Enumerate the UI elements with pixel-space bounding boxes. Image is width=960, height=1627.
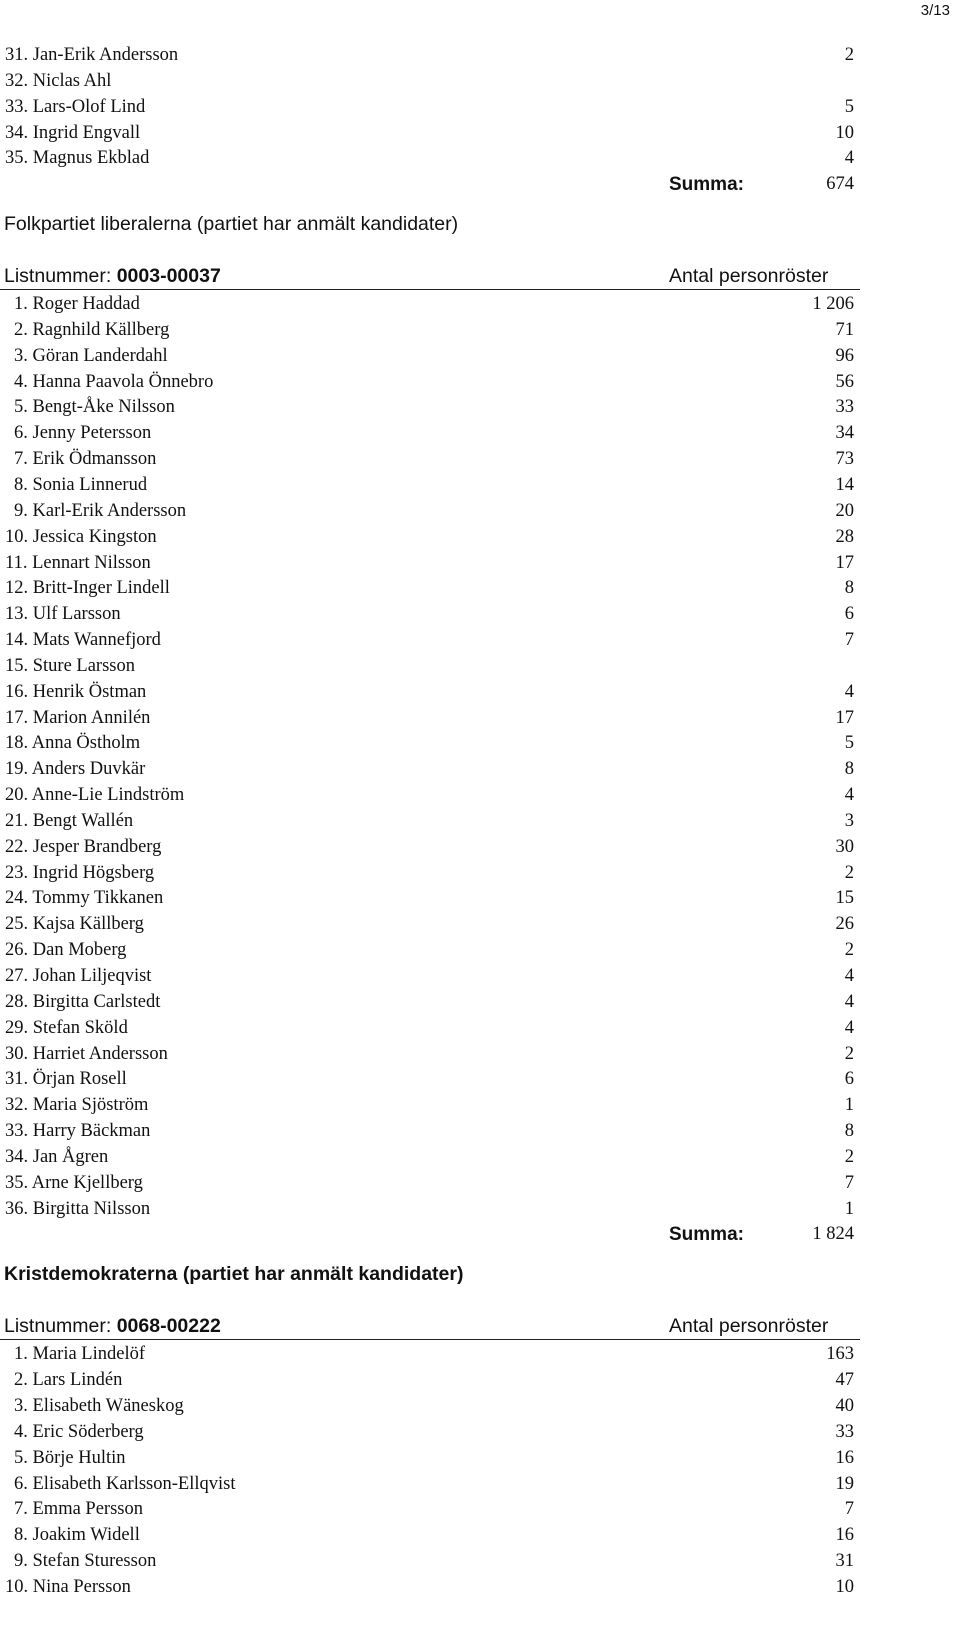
candidate-votes: 7: [844, 1499, 854, 1520]
candidate-row: [0, 654, 860, 680]
candidate-row: [0, 783, 860, 809]
candidate-number: 34.: [5, 122, 29, 143]
candidate-row: [0, 1042, 860, 1068]
candidate-number: 23.: [5, 862, 29, 883]
candidate-name: [5, 525, 157, 551]
candidate-votes: 2: [844, 45, 854, 65]
candidate-name-text: Sture Larsson: [32, 655, 135, 676]
candidate-votes: 16: [835, 1447, 854, 1468]
candidate-name-text: Ingrid Högsberg: [32, 862, 155, 883]
candidate-number: 34.: [5, 1146, 29, 1167]
candidate-votes: 5: [844, 733, 854, 754]
candidate-name: [14, 1394, 184, 1420]
candidate-row: [0, 292, 860, 318]
candidate-number: 7.: [14, 449, 28, 470]
candidate-name: [5, 1575, 131, 1601]
candidate-name-text: Börje Hultin: [32, 1447, 126, 1468]
candidate-name-text: Johan Liljeqvist: [32, 966, 152, 986]
candidate-row: [0, 912, 860, 938]
candidate-row: [0, 1197, 860, 1223]
candidate-number: 9.: [14, 500, 28, 521]
candidate-row: [0, 318, 860, 344]
candidate-name: [14, 421, 151, 447]
candidate-row: [0, 1497, 860, 1523]
candidate-number: 7.: [14, 1499, 28, 1520]
candidate-number: 15.: [5, 655, 29, 676]
candidate-name-text: Mats Wannefjord: [32, 630, 161, 651]
candidate-votes: 73: [835, 449, 854, 470]
candidate-name-text: Elisabeth Wäneskog: [32, 1395, 184, 1416]
candidate-number: 29.: [5, 1017, 29, 1038]
candidate-name: [5, 938, 126, 964]
candidate-name: [5, 809, 133, 835]
candidate-row: [0, 344, 860, 370]
candidate-row: [0, 1067, 860, 1093]
candidate-row: [0, 1119, 860, 1145]
candidate-name-text: Lars-Olof Lind: [32, 96, 146, 117]
candidate-name-text: Bengt-Åke Nilsson: [32, 397, 175, 418]
candidate-votes: 163: [826, 1344, 854, 1365]
candidate-row: [0, 1368, 860, 1394]
candidate-name: [14, 1342, 145, 1368]
candidate-name-text: Kajsa Källberg: [32, 914, 144, 935]
candidate-votes: 2: [844, 1146, 854, 1167]
candidate-number: 31.: [5, 45, 29, 65]
candidate-row: [0, 121, 860, 147]
candidate-name-text: Stefan Sturesson: [32, 1551, 157, 1572]
candidate-name-text: Magnus Ekblad: [32, 148, 150, 169]
candidate-name: [5, 886, 163, 912]
candidate-row: [0, 395, 860, 421]
candidate-name: [5, 1016, 128, 1042]
candidate-votes: 17: [835, 707, 854, 728]
candidate-name-text: Jenny Petersson: [32, 423, 152, 444]
candidate-name-text: Niclas Ahl: [32, 70, 112, 91]
candidate-votes: 33: [835, 1421, 854, 1442]
candidate-row: [0, 1549, 860, 1575]
candidate-row: [0, 1016, 860, 1042]
candidate-name: [5, 146, 149, 172]
candidate-votes: 47: [835, 1370, 854, 1391]
candidate-number: 36.: [5, 1198, 29, 1219]
candidate-row: [0, 990, 860, 1016]
candidate-name: [14, 473, 147, 499]
candidate-name-text: Jan-Erik Andersson: [32, 45, 179, 65]
candidate-name: [14, 1472, 235, 1498]
candidate-number: 32.: [5, 70, 29, 91]
candidate-name-text: Henrik Östman: [32, 681, 147, 702]
candidate-number: 4.: [14, 1421, 28, 1442]
candidate-number: 16.: [5, 681, 29, 702]
candidate-votes: 2: [844, 940, 854, 961]
candidate-row: [0, 146, 860, 172]
candidate-name-text: Elisabeth Karlsson-Ellqvist: [32, 1473, 236, 1494]
candidate-row: [0, 757, 860, 783]
candidate-votes: 96: [835, 345, 854, 366]
candidate-votes: 56: [835, 371, 854, 392]
candidate-name: [5, 1042, 168, 1068]
candidate-name-text: Sonia Linnerud: [32, 474, 148, 495]
candidate-name-text: Hanna Paavola Önnebro: [32, 371, 214, 392]
candidate-name-text: Birgitta Nilsson: [32, 1198, 151, 1219]
candidate-row: [0, 964, 860, 990]
candidate-number: 33.: [5, 1121, 29, 1142]
candidate-number: 19.: [5, 759, 29, 780]
party-title: Folkpartiet liberalerna (partiet har anmält kandidater): [4, 213, 459, 236]
candidate-number: 8.: [14, 474, 28, 495]
candidate-name-text: Emma Persson: [32, 1499, 143, 1520]
candidate-name: [14, 292, 140, 318]
candidate-name-text: Lars Lindén: [32, 1370, 123, 1391]
candidate-number: 9.: [14, 1551, 28, 1572]
candidate-row: [0, 731, 860, 757]
candidate-number: 21.: [5, 810, 29, 831]
candidate-votes: 3: [844, 810, 854, 831]
candidate-number: 28.: [5, 991, 29, 1012]
candidate-number: 22.: [5, 836, 29, 857]
candidate-name: [5, 576, 170, 602]
candidate-number: 5.: [14, 1447, 28, 1468]
votes-header: Antal personröster: [669, 265, 829, 288]
candidate-votes: 4: [844, 1017, 854, 1038]
candidate-row: [0, 1446, 860, 1472]
candidate-row: [0, 447, 860, 473]
candidate-row: [0, 1145, 860, 1171]
candidate-number: 2.: [14, 1370, 28, 1391]
candidate-name-text: Joakim Widell: [32, 1525, 140, 1546]
list-number: 0003-00037: [116, 265, 221, 288]
list-number-label: [4, 263, 221, 289]
candidate-row: [0, 809, 860, 835]
candidate-number: 13.: [5, 604, 29, 625]
candidate-name-text: Maria Lindelöf: [32, 1344, 145, 1365]
candidate-row: [0, 938, 860, 964]
candidate-number: 30.: [5, 1043, 29, 1064]
candidate-votes: 5: [844, 96, 854, 117]
candidate-name-text: Eric Söderberg: [32, 1421, 144, 1442]
candidate-votes: 16: [835, 1525, 854, 1546]
candidate-votes: 1: [844, 1198, 854, 1219]
candidate-name: [5, 69, 111, 95]
candidate-name-text: Nina Persson: [32, 1576, 131, 1597]
candidate-number: 31.: [5, 1069, 29, 1090]
candidate-name: [5, 654, 135, 680]
candidate-row: [0, 1575, 860, 1601]
candidate-name: [5, 912, 144, 938]
candidate-name: [14, 395, 175, 421]
candidate-row: [0, 576, 860, 602]
candidate-row: [0, 835, 860, 861]
candidate-name-text: Britt-Inger Lindell: [32, 578, 170, 599]
candidate-number: 3.: [14, 1395, 28, 1416]
candidate-name: [5, 551, 151, 577]
candidate-row: [0, 370, 860, 396]
candidate-votes: 20: [835, 500, 854, 521]
candidate-number: 17.: [5, 707, 29, 728]
candidate-number: 35.: [5, 1172, 29, 1193]
candidate-name: [14, 1420, 144, 1446]
candidate-number: 10.: [5, 526, 29, 547]
candidate-name: [14, 1497, 143, 1523]
candidate-name-text: Göran Landerdahl: [32, 345, 168, 366]
candidate-name-text: Harriet Andersson: [32, 1043, 168, 1064]
candidate-name-text: Anne-Lie Lindström: [31, 785, 185, 806]
candidate-row: [0, 602, 860, 628]
candidate-votes: 10: [835, 1576, 854, 1597]
candidate-name-text: Roger Haddad: [32, 294, 140, 315]
candidate-name: [5, 706, 150, 732]
candidate-votes: 8: [844, 1121, 854, 1142]
candidate-name-text: Birgitta Carlstedt: [32, 991, 161, 1012]
candidate-votes: 15: [835, 888, 854, 909]
candidate-name: [14, 1523, 140, 1549]
page-number: 3/13: [920, 2, 950, 19]
candidate-name: [5, 680, 146, 706]
candidate-row: [0, 1171, 860, 1197]
candidate-name-text: Stefan Sköld: [32, 1017, 128, 1038]
candidate-name-text: Anders Duvkär: [31, 759, 146, 780]
candidate-votes: 26: [835, 914, 854, 935]
sum-label: Summa:: [669, 174, 744, 196]
candidate-number: 24.: [5, 888, 29, 909]
candidate-number: 11.: [5, 552, 28, 573]
candidate-name-text: Maria Sjöström: [32, 1095, 149, 1116]
candidate-votes: 14: [835, 474, 854, 495]
candidate-number: 6.: [14, 1473, 28, 1494]
candidate-name: [5, 602, 121, 628]
candidate-list: [0, 1342, 860, 1600]
candidate-name-text: Ulf Larsson: [32, 604, 121, 625]
candidate-votes: 8: [844, 759, 854, 780]
candidate-votes: 40: [835, 1395, 854, 1416]
candidate-votes: 7: [844, 1172, 854, 1193]
candidate-row: [0, 680, 860, 706]
candidate-row: [0, 886, 860, 912]
candidate-number: 3.: [14, 345, 28, 366]
candidate-votes: 4: [844, 966, 854, 986]
candidate-name: [5, 43, 178, 69]
candidate-name: [5, 1093, 148, 1119]
section-folkpartiet: [0, 211, 860, 1248]
candidate-name: [5, 835, 161, 861]
candidate-name-text: Jesper Brandberg: [32, 836, 162, 857]
candidate-number: 5.: [14, 397, 28, 418]
candidate-votes: 31: [835, 1551, 854, 1572]
sum-value: 674: [826, 174, 854, 195]
votes-header: Antal personröster: [669, 1315, 829, 1338]
candidate-name: [14, 1446, 126, 1472]
list-number-label: [4, 1313, 221, 1339]
candidate-name: [14, 344, 168, 370]
sum-row: [0, 1222, 860, 1248]
candidate-name: [14, 499, 186, 525]
candidate-name-text: Marion Annilén: [32, 707, 151, 728]
candidate-votes: 28: [835, 526, 854, 547]
candidate-row: [0, 1342, 860, 1368]
candidate-votes: 17: [835, 552, 854, 573]
candidate-list: [0, 43, 860, 172]
candidate-name: [14, 1368, 122, 1394]
candidate-name: [5, 1171, 143, 1197]
candidate-name-text: Jan Ågren: [32, 1146, 109, 1167]
candidate-row: [0, 69, 860, 95]
list-number: 0068-00222: [116, 1315, 221, 1338]
candidate-name: [5, 861, 154, 887]
candidate-number: 26.: [5, 940, 29, 961]
candidate-number: 6.: [14, 423, 28, 444]
candidate-row: [0, 473, 860, 499]
candidate-votes: 1: [844, 1095, 854, 1116]
candidate-votes: 30: [835, 836, 854, 857]
sum-value: 1 824: [812, 1224, 854, 1245]
candidate-votes: 2: [844, 1043, 854, 1064]
candidate-row: [0, 95, 860, 121]
candidate-name-text: Jessica Kingston: [32, 526, 157, 547]
candidate-name: [14, 1549, 156, 1575]
candidate-number: 27.: [5, 966, 29, 986]
candidate-name-text: Bengt Wallén: [32, 810, 134, 831]
candidate-row: [0, 551, 860, 577]
candidate-votes: 33: [835, 397, 854, 418]
candidate-row: [0, 43, 860, 69]
candidate-number: 35.: [5, 148, 29, 169]
section-kristdemokraterna: [0, 1261, 860, 1600]
candidate-votes: 4: [844, 681, 854, 702]
list-header: [0, 1313, 860, 1340]
candidate-votes: 19: [835, 1473, 854, 1494]
candidate-votes: 7: [844, 630, 854, 651]
candidate-number: 12.: [5, 578, 29, 599]
candidate-number: 4.: [14, 371, 28, 392]
candidate-name-text: Anna Östholm: [31, 733, 141, 754]
candidate-name: [5, 1145, 108, 1171]
candidate-number: 2.: [14, 319, 28, 340]
candidate-name: [14, 447, 156, 473]
candidate-number: 25.: [5, 914, 29, 935]
candidate-name-text: Karl-Erik Andersson: [32, 500, 187, 521]
candidate-name: [5, 95, 145, 121]
candidate-name-text: Lennart Nilsson: [32, 552, 151, 573]
list-label-text: Listnummer:: [4, 265, 117, 288]
candidate-row: [0, 525, 860, 551]
candidate-number: 1.: [14, 294, 28, 315]
candidate-name: [5, 731, 140, 757]
candidate-number: 20.: [5, 785, 29, 806]
candidate-votes: 2: [844, 862, 854, 883]
candidate-number: 32.: [5, 1095, 29, 1116]
candidate-list: [0, 292, 860, 1222]
sum-label: Summa:: [669, 1224, 744, 1246]
candidate-row: [0, 1472, 860, 1498]
candidate-row: [0, 628, 860, 654]
candidate-name: [14, 370, 213, 396]
candidate-votes: 10: [835, 122, 854, 143]
list-header: [0, 263, 860, 290]
candidate-votes: 71: [835, 319, 854, 340]
candidate-row: [0, 1523, 860, 1549]
candidate-number: 18.: [5, 733, 29, 754]
candidate-name-text: Örjan Rosell: [32, 1069, 127, 1090]
candidate-row: [0, 1093, 860, 1119]
candidate-name: [5, 783, 184, 809]
candidate-name-text: Erik Ödmansson: [32, 449, 157, 470]
candidate-number: 10.: [5, 1576, 29, 1597]
candidate-row: [0, 861, 860, 887]
candidate-votes: 4: [844, 991, 854, 1012]
candidate-name: [5, 1197, 150, 1223]
candidate-votes: 6: [844, 604, 854, 625]
candidate-row: [0, 421, 860, 447]
candidate-number: 33.: [5, 96, 29, 117]
candidate-name-text: Ragnhild Källberg: [32, 319, 170, 340]
candidate-number: 8.: [14, 1525, 28, 1546]
candidate-row: [0, 1420, 860, 1446]
candidate-votes: 34: [835, 423, 854, 444]
candidate-votes: 4: [844, 785, 854, 806]
candidate-name: [5, 628, 161, 654]
candidate-name-text: Arne Kjellberg: [31, 1172, 143, 1193]
candidate-number: 1.: [14, 1344, 28, 1365]
candidate-row: [0, 706, 860, 732]
candidate-name-text: Tommy Tikkanen: [32, 888, 164, 909]
list-label-text: Listnummer:: [4, 1315, 117, 1338]
candidate-name-text: Harry Bäckman: [32, 1121, 151, 1142]
candidate-votes: 6: [844, 1069, 854, 1090]
section-previous-party: [0, 43, 860, 198]
candidate-name: [5, 121, 140, 147]
candidate-name: [5, 964, 151, 990]
candidate-name: [5, 990, 160, 1016]
candidate-votes: 1 206: [812, 294, 854, 315]
candidate-name-text: Ingrid Engvall: [32, 122, 141, 143]
candidate-row: [0, 1394, 860, 1420]
candidate-name: [5, 1119, 150, 1145]
candidate-number: 14.: [5, 630, 29, 651]
candidate-row: [0, 499, 860, 525]
sum-row: [0, 172, 860, 198]
candidate-name: [14, 318, 169, 344]
candidate-name: [5, 1067, 127, 1093]
results-document: [0, 43, 860, 1601]
party-title: Kristdemokraterna (partiet har anmält kandidater): [4, 1263, 464, 1286]
candidate-name: [5, 757, 145, 783]
candidate-name-text: Dan Moberg: [32, 940, 127, 961]
candidate-votes: 4: [844, 148, 854, 169]
candidate-votes: 8: [844, 578, 854, 599]
